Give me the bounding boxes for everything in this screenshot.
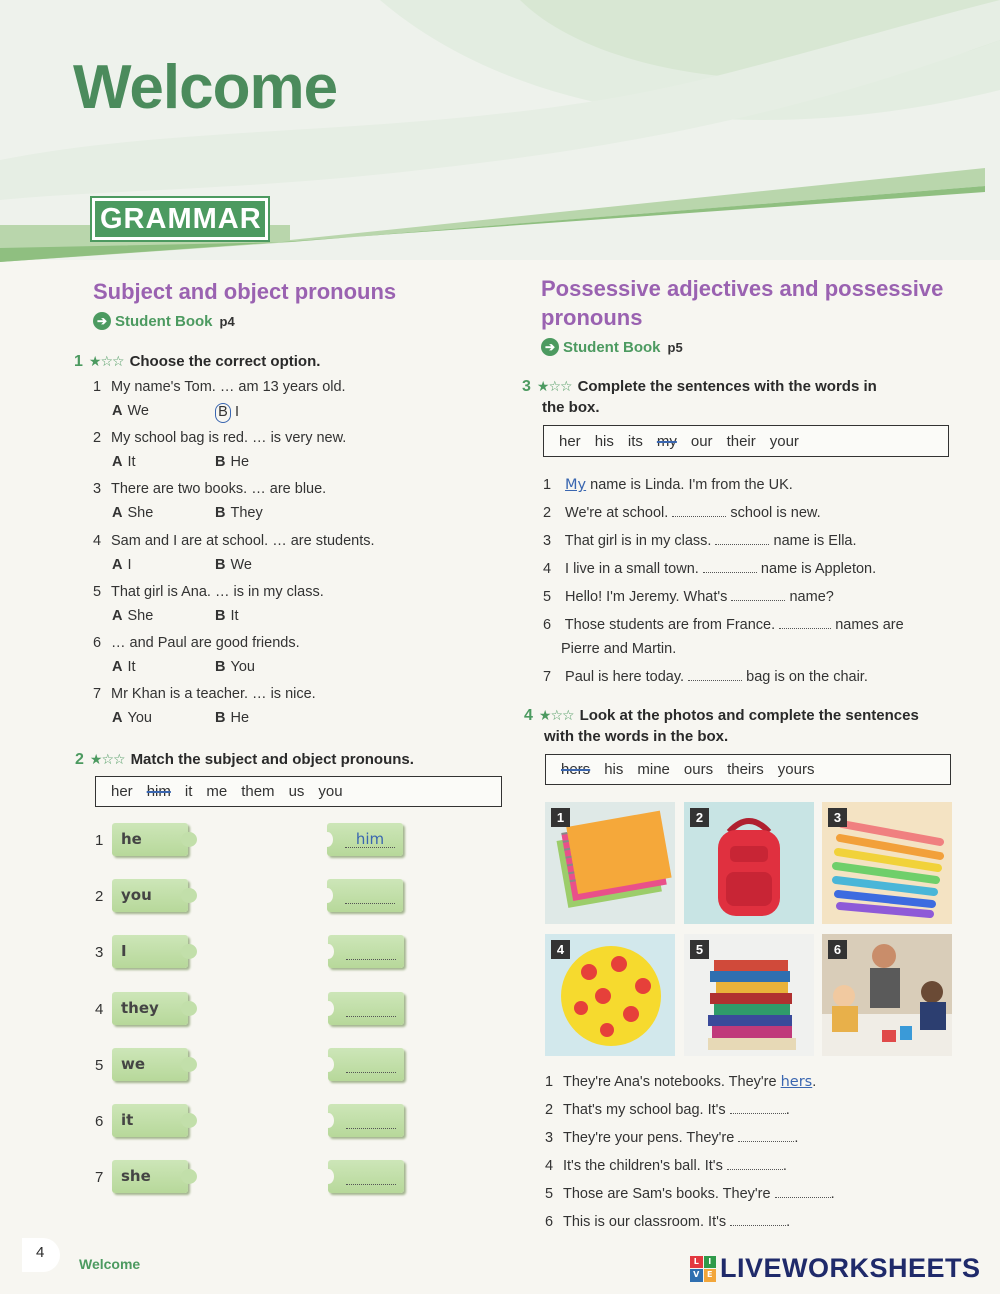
pair-number: 2 [95,888,104,906]
question-text: Sam and I are at school. … are students. [111,532,375,549]
sentence-continuation: Pierre and Martin. [561,641,677,657]
ex3-sentences [543,475,943,695]
pair-number: 3 [95,944,104,962]
sentence-text: That girl is in my class. [564,533,712,549]
option-label: A [112,403,123,419]
arrow-right-icon: ➔ [541,338,559,356]
student-book-label: Student Book [563,338,661,356]
object-pronoun-slot[interactable] [328,1160,404,1193]
photo-ball [545,934,675,1056]
option-label: A [112,607,123,624]
section-label: GRAMMAR [92,198,268,240]
ex4-word-box [545,754,951,785]
photo-classroom [822,934,952,1056]
ex3-sentence [543,587,943,615]
option-a[interactable] [112,505,153,521]
answer-input[interactable] [346,1184,396,1185]
answer-input[interactable] [775,1184,831,1198]
ex1-question [93,377,346,397]
student-book-label: Student Book [115,312,213,330]
ex2-header [75,749,414,770]
photo-number: 4 [551,940,570,959]
option-b[interactable] [215,505,263,521]
difficulty-stars-icon: ★☆☆ [89,751,125,768]
object-pronoun-slot[interactable] [327,823,403,856]
sentence-text: That's my school bag. It's [563,1102,726,1118]
box-word: you [318,783,343,800]
ex3-instruction-line2: the box. [542,399,600,416]
sentence-text: Paul is here today. [565,669,685,685]
ex3-sentence [543,503,943,531]
ex1-header [74,351,320,372]
ex3-word-box [543,425,949,457]
ex3-header [522,376,922,418]
option-label: B [215,710,226,727]
student-book-ref-p4[interactable] [93,312,235,330]
ex2-word-box [95,776,502,807]
option-b[interactable] [215,608,239,624]
option-a[interactable] [112,659,136,675]
photo-pens [822,802,952,924]
answer-input[interactable]: hers [780,1074,813,1090]
sentence-text: name is Ella. [773,533,857,549]
footer-label: Welcome [79,1256,141,1272]
sentence-number: 6 [543,617,552,633]
sentence-number: 2 [543,505,552,521]
option-text: She [127,505,154,522]
answer-input[interactable] [703,559,757,573]
sentence-text: name is Linda. I'm from the UK. [590,477,793,493]
page-number: 4 [22,1238,60,1272]
photo-number: 2 [690,808,709,827]
question-number: 5 [93,583,102,600]
option-label: B [215,607,226,624]
option-b[interactable] [215,403,239,423]
box-word: his [604,761,624,778]
question-text: … and Paul are good friends. [111,635,300,651]
ex4-sentence [545,1184,835,1204]
ex4-header [524,705,944,747]
subject-pronoun-piece: you [112,879,188,912]
ex1-question [93,531,375,551]
pair-number: 4 [95,1000,104,1018]
box-word: hers [561,761,591,778]
box-word: theirs [727,761,764,778]
answer-input[interactable] [730,1212,786,1226]
student-book-ref-p5[interactable] [541,338,683,356]
subject-pronoun-piece: it [112,1104,188,1137]
sentence-text: They're Ana's notebooks. They're [563,1074,777,1090]
sentence-text: school is new. [730,505,821,521]
brand-text: LIVEWORKSHEETS [720,1253,981,1283]
ex4-sentence [545,1072,816,1092]
photo-school-bag [684,802,814,924]
sentence-text: name is Appleton. [760,561,877,577]
photo-number: 1 [551,808,570,827]
subject-pronoun-piece: I [112,935,188,968]
box-word: yours [777,761,815,778]
sentence-text: Those students are from France. [564,617,776,633]
sentence-punct: . [812,1074,817,1090]
object-pronoun-slot[interactable] [328,1048,404,1081]
liveworksheets-brand[interactable] [690,1253,981,1284]
ex4-instruction-line1: Look at the photos and complete the sentences [579,707,919,724]
right-heading [541,274,943,332]
option-text: It [127,659,136,675]
option-a[interactable] [112,403,149,419]
pair-number: 1 [95,832,104,849]
sentence-number: 7 [543,669,552,685]
sentence-number: 1 [545,1074,554,1090]
option-text: He [230,710,250,727]
question-number: 2 [93,430,102,447]
sentence-number: 3 [545,1130,554,1146]
box-word: her [111,783,133,800]
ex3-sentence [543,667,943,695]
answer-input[interactable] [672,503,726,517]
ex3-sentence [543,559,943,587]
photo-notebooks [545,802,675,924]
sentence-number: 4 [545,1158,554,1174]
ex4-instruction-line2: with the words in the box. [544,728,729,745]
ex3-sentence [543,615,943,639]
right-heading-line2: pronouns [541,305,643,330]
sentence-number: 5 [545,1186,554,1202]
box-word: ours [683,761,714,778]
ex1-question [93,479,326,499]
option-text: They [230,505,263,522]
answer-input[interactable] [727,1156,783,1170]
question-number: 1 [93,379,102,395]
photo-number: 6 [828,940,847,959]
box-word: us [288,783,305,800]
option-a[interactable] [112,710,152,726]
option-b[interactable] [215,710,249,726]
ex3-sentence [543,531,943,559]
student-book-page: p5 [667,339,683,355]
box-word: mine [637,761,670,778]
box-word: its [627,432,643,450]
option-b[interactable] [215,659,255,675]
sentence-text: names are [835,617,904,633]
pair-number: 7 [95,1169,104,1187]
option-label: B [215,659,226,675]
difficulty-stars-icon: ★☆☆ [88,353,124,370]
option-label: A [112,505,123,522]
option-text: She [127,607,154,624]
option-text: You [230,659,255,675]
option-label: B [215,403,231,423]
difficulty-stars-icon: ★☆☆ [538,707,574,724]
sentence-number: 1 [543,477,552,493]
question-number: 6 [93,635,102,651]
question-text: My school bag is red. … is very new. [111,430,347,447]
box-word: me [206,783,228,800]
answer-input[interactable]: him [345,831,395,848]
question-text: That girl is Ana. … is in my class. [111,583,324,600]
box-word: their [726,432,756,450]
ex1-question [93,582,324,602]
option-text: He [230,454,250,471]
liveworksheets-logo-icon: L I V E [690,1256,716,1282]
subject-pronoun-piece: he [112,823,188,856]
ex2-number: 2 [75,750,84,768]
sentence-punct: . [786,1214,791,1230]
ex1-question [93,633,300,653]
sentence-text: bag is on the chair. [746,669,868,685]
option-a[interactable] [112,608,153,624]
ex4-sentence [545,1100,790,1120]
answer-input[interactable] [346,1016,396,1017]
page-title: Welcome [73,53,338,122]
difficulty-stars-icon: ★☆☆ [536,378,572,395]
pair-number: 5 [95,1056,104,1074]
ex3-instruction-line1: Complete the sentences with the words in [577,378,877,395]
object-pronoun-slot[interactable] [328,1104,404,1137]
sentence-text: I live in a small town. [565,561,699,577]
ex4-sentence [545,1212,790,1232]
ex4-number: 4 [524,706,533,724]
subject-pronoun-piece: she [112,1160,188,1193]
answer-input[interactable]: My [565,477,587,493]
photo-books [684,934,814,1056]
option-text: I [235,404,240,420]
option-text: We [127,403,149,419]
subject-pronoun-piece: we [112,1048,188,1081]
sentence-number: 6 [545,1214,554,1230]
question-number: 7 [93,686,102,703]
sentence-text: They're your pens. They're [563,1130,735,1146]
question-number: 4 [93,532,102,549]
option-text: You [127,710,152,727]
answer-input[interactable] [715,531,769,545]
option-text: We [230,556,252,573]
right-heading-line1: Possessive adjectives and possessive [541,276,944,301]
box-word: our [690,432,713,450]
box-word: them [241,783,275,800]
option-label: A [112,659,123,675]
student-book-page: p4 [219,313,235,329]
ex4-sentence [545,1156,787,1176]
sentence-number: 2 [545,1102,554,1118]
sentence-punct: . [785,1102,790,1118]
question-text: There are two books. … are blue. [111,481,327,498]
ex3-number: 3 [522,377,531,395]
ex2-instruction: Match the subject and object pronouns. [130,751,414,768]
question-number: 3 [93,481,102,498]
answer-input[interactable] [738,1128,794,1142]
question-text: My name's Tom. … am 13 years old. [111,379,346,395]
option-label: B [215,505,226,522]
option-label: B [215,556,226,573]
pair-number: 6 [95,1113,104,1130]
question-text: Mr Khan is a teacher. … is nice. [111,686,316,703]
sentence-text: We're at school. [565,505,669,521]
sentence-text: It's the children's ball. It's [563,1158,723,1174]
photo-number: 5 [690,940,709,959]
sentence-number: 5 [543,589,552,605]
box-word: my [656,432,677,450]
subject-pronoun-piece: they [112,992,188,1025]
sentence-number: 3 [543,533,552,549]
object-pronoun-slot[interactable] [328,992,404,1025]
box-word: it [184,783,193,800]
answer-input[interactable] [688,667,742,681]
ex1-question [93,684,316,704]
box-word: his [594,432,614,450]
ex3-sentence [543,475,943,503]
answer-input[interactable] [346,1128,396,1129]
answer-input[interactable] [731,587,785,601]
sentence-text: name? [789,589,834,605]
answer-input[interactable] [345,903,395,904]
sentence-text: Hello! I'm Jeremy. What's [565,589,728,605]
object-pronoun-slot[interactable] [328,935,404,968]
option-label: B [215,454,226,471]
box-word: her [559,432,581,450]
option-label: A [112,454,123,471]
left-heading: Subject and object pronouns [93,279,397,304]
sentence-text: Those are Sam's books. They're [563,1186,771,1202]
option-b[interactable] [215,557,252,573]
option-a[interactable] [112,557,132,573]
sentence-text: This is our classroom. It's [563,1214,727,1230]
option-text: It [230,607,239,624]
option-label: A [112,556,123,573]
arrow-right-icon: ➔ [93,312,111,330]
answer-input[interactable] [779,615,831,629]
option-label: A [112,710,123,727]
answer-input[interactable] [346,959,396,960]
box-word: your [769,432,799,450]
option-a[interactable] [112,454,136,470]
option-text: It [127,454,136,471]
sentence-punct: . [782,1158,787,1174]
sentence-number: 4 [543,561,552,577]
answer-input[interactable] [730,1100,786,1114]
option-text: I [127,556,132,573]
ex1-number: 1 [74,352,83,370]
answer-input[interactable] [346,1072,396,1073]
ex1-question [93,428,346,448]
box-word: him [146,783,171,800]
photo-number: 3 [828,808,847,827]
sentence-punct: . [794,1130,799,1146]
ex4-sentence [545,1128,798,1148]
object-pronoun-slot[interactable] [327,879,403,912]
sentence-punct: . [830,1186,835,1202]
ex1-instruction: Choose the correct option. [129,353,321,370]
option-b[interactable] [215,454,249,470]
